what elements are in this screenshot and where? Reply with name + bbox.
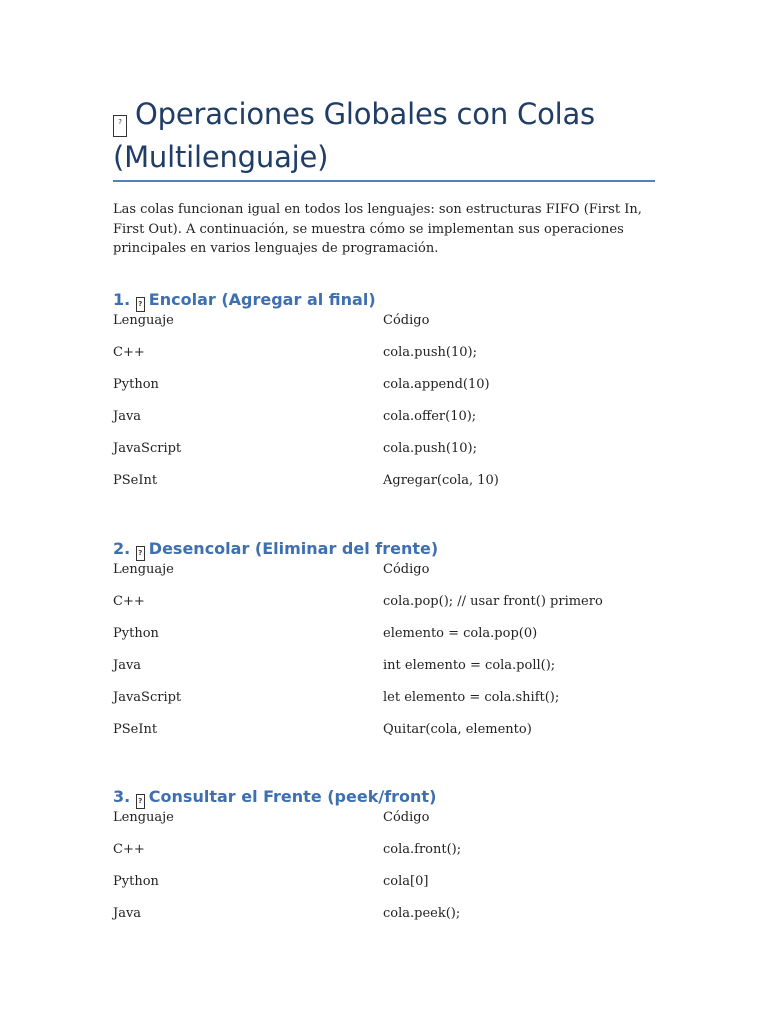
code-cell: cola.peek(); (383, 906, 461, 921)
language-cell: Python (113, 626, 159, 641)
section-heading (113, 786, 673, 809)
missing-glyph-icon: ? (113, 115, 127, 137)
table-row (113, 905, 673, 937)
code-cell: cola.append(10) (383, 377, 490, 392)
page-title (113, 94, 673, 178)
table-header-row (113, 809, 673, 841)
code-cell: cola.offer(10); (383, 409, 477, 424)
code-cell: int elemento = cola.poll(); (383, 658, 556, 673)
code-cell: let elemento = cola.shift(); (383, 690, 560, 705)
table-row (113, 625, 673, 657)
section-number: 2. (113, 539, 131, 558)
table-row (113, 472, 673, 504)
table-row (113, 408, 673, 440)
code-cell: cola.pop(); // usar front() primero (383, 594, 603, 609)
section-number: 3. (113, 787, 131, 806)
column-header-lenguaje: Lenguaje (113, 313, 174, 328)
table-row (113, 593, 673, 625)
language-cell: Java (113, 658, 142, 673)
table-row (113, 440, 673, 472)
missing-glyph-icon: ? (136, 794, 145, 809)
language-cell: JavaScript (113, 441, 182, 456)
language-cell: PSeInt (113, 722, 158, 737)
table-header-row (113, 312, 673, 344)
table-header-row (113, 561, 673, 593)
table-row (113, 873, 673, 905)
language-cell: Java (113, 409, 142, 424)
column-header-codigo: Código (383, 562, 430, 577)
section-heading (113, 289, 673, 312)
code-cell: cola.push(10); (383, 345, 477, 360)
language-cell: PSeInt (113, 473, 158, 488)
section-heading-text: Encolar (Agregar al final) (148, 290, 376, 309)
code-cell: Quitar(cola, elemento) (383, 722, 532, 737)
column-header-lenguaje: Lenguaje (113, 562, 174, 577)
section-number: 1. (113, 290, 131, 309)
language-cell: Java (113, 906, 142, 921)
section-heading-text: Desencolar (Eliminar del frente) (148, 539, 439, 558)
language-cell: C++ (113, 594, 145, 609)
language-cell: C++ (113, 842, 145, 857)
code-cell: elemento = cola.pop(0) (383, 626, 538, 641)
table-row (113, 689, 673, 721)
table-row (113, 344, 673, 376)
intro-paragraph: Las colas funcionan igual en todos los lenguajes: son estructuras FIFO (First In, First Out). A continuación, se muestra cómo se implementan sus operaciones principales en varios lenguajes de programación. (113, 202, 642, 256)
language-cell: C++ (113, 345, 145, 360)
code-cell: cola[0] (383, 874, 429, 889)
language-cell: Python (113, 874, 159, 889)
missing-glyph-icon: ? (136, 546, 145, 561)
column-header-lenguaje: Lenguaje (113, 810, 174, 825)
missing-glyph-icon: ? (136, 297, 145, 312)
table-row (113, 657, 673, 689)
code-cell: cola.push(10); (383, 441, 477, 456)
section-desencolar (113, 538, 673, 753)
table-row (113, 721, 673, 753)
section-encolar (113, 289, 673, 504)
language-cell: Python (113, 377, 159, 392)
code-cell: Agregar(cola, 10) (383, 473, 499, 488)
table-row (113, 376, 673, 408)
column-header-codigo: Código (383, 313, 430, 328)
code-cell: cola.front(); (383, 842, 462, 857)
page-title-text: Operaciones Globales con Colas (Multilenguaje) (113, 97, 595, 174)
language-cell: JavaScript (113, 690, 182, 705)
section-heading-text: Consultar el Frente (peek/front) (148, 787, 437, 806)
section-heading (113, 538, 673, 561)
column-header-codigo: Código (383, 810, 430, 825)
title-underline (113, 180, 655, 182)
section-consultar-frente (113, 786, 673, 937)
table-row (113, 841, 673, 873)
